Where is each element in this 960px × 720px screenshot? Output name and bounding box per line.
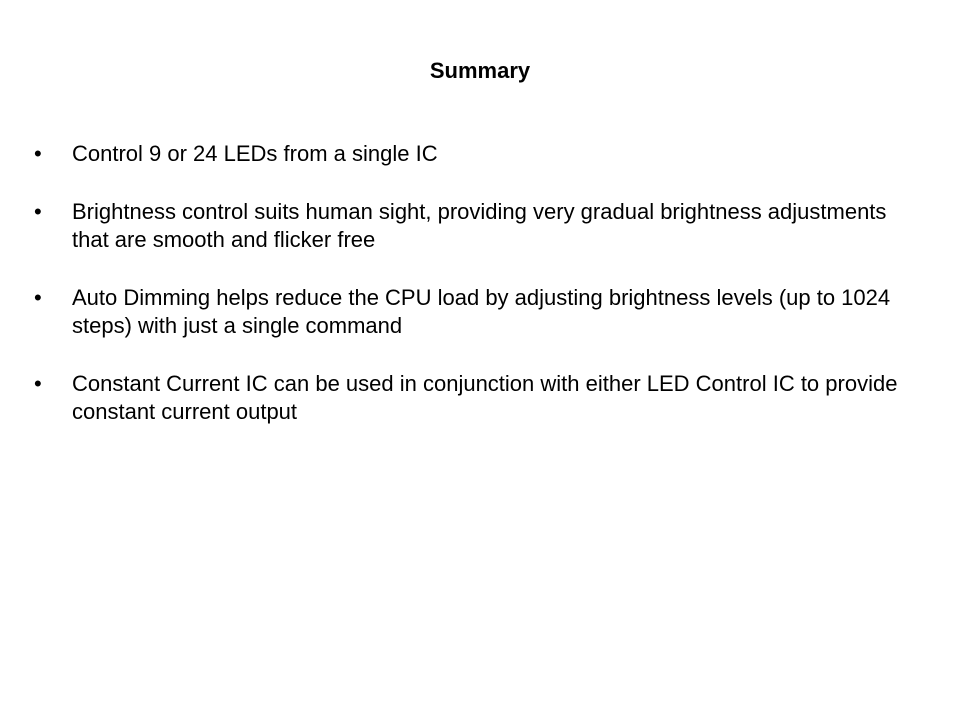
bullet-icon: • bbox=[34, 371, 42, 396]
bullet-item bbox=[34, 198, 924, 254]
bullet-text: Auto Dimming helps reduce the CPU load by adjusting brightness levels (up to 1024 steps) with just a single command bbox=[72, 285, 891, 338]
bullet-item bbox=[34, 284, 924, 340]
bullet-item bbox=[34, 370, 924, 426]
bullet-text: Constant Current IC can be used in conjunction with either LED Control IC to provide constant current output bbox=[72, 371, 898, 424]
bullet-icon: • bbox=[34, 199, 42, 224]
bullet-item bbox=[34, 140, 924, 168]
slide-title: Summary bbox=[429, 58, 531, 83]
bullet-list bbox=[34, 140, 924, 456]
bullet-text: Control 9 or 24 LEDs from a single IC bbox=[72, 141, 438, 166]
bullet-icon: • bbox=[34, 285, 42, 310]
bullet-text: Brightness control suits human sight, providing very gradual brightness adjustments that are smooth and flicker free bbox=[72, 199, 887, 252]
bullet-icon: • bbox=[34, 141, 42, 166]
